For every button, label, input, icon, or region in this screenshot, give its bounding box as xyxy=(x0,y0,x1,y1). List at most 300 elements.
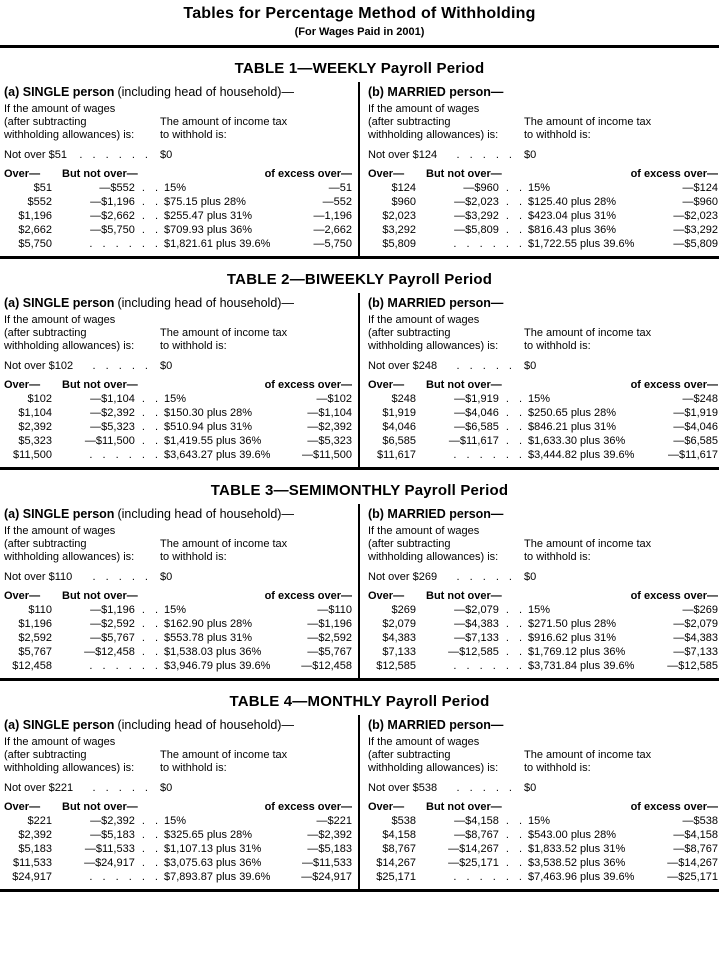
over-value: $7,133 xyxy=(382,646,416,658)
but-not-over-value: —$1,104 xyxy=(90,393,135,405)
over-value: $5,183 xyxy=(18,843,52,855)
excess-over-header: of excess over— xyxy=(630,801,718,813)
over-value: $248 xyxy=(391,393,416,405)
table-row xyxy=(4,406,352,420)
over-value: $2,392 xyxy=(18,421,52,433)
excess-over-value: —$960 xyxy=(682,196,718,208)
tax-formula: 15% xyxy=(164,815,187,827)
dot-leader: . . xyxy=(505,393,522,405)
columns-header xyxy=(368,585,718,603)
over-value: $14,267 xyxy=(376,857,416,869)
dot-leader: . . xyxy=(505,632,522,644)
tax-formula: $3,946.79 plus 39.6% xyxy=(164,660,271,672)
not-over-text xyxy=(4,570,72,584)
table-row xyxy=(4,237,352,251)
range-cell xyxy=(52,617,158,631)
tax-line-1: The amount of income tax xyxy=(160,116,288,128)
over-header: Over— xyxy=(368,168,405,180)
zero-amount: $0 xyxy=(524,360,537,372)
over-value: $11,617 xyxy=(377,449,416,461)
married-person-section xyxy=(360,293,719,467)
dot-leader: . . xyxy=(141,182,158,194)
table-row xyxy=(368,237,718,251)
payroll-table-body xyxy=(0,504,719,681)
columns-header xyxy=(368,796,718,814)
tax-line-1: The amount of income tax xyxy=(160,327,288,339)
tax-formula: 15% xyxy=(164,604,187,616)
table-row xyxy=(368,434,718,448)
table-row xyxy=(4,448,352,462)
column-descriptions xyxy=(368,310,718,353)
zero-amount: $0 xyxy=(160,571,173,583)
columns-header xyxy=(368,374,718,392)
tax-line-2: to withhold is: xyxy=(160,551,227,563)
excess-over-value: —$5,809 xyxy=(673,238,718,250)
over-value: $11,500 xyxy=(13,449,52,461)
dot-leader: . . xyxy=(505,435,522,447)
dot-leader: . . xyxy=(505,857,522,869)
tax-description xyxy=(524,736,651,775)
married-person-heading xyxy=(368,83,718,99)
over-value: $2,392 xyxy=(18,829,52,841)
not-over-text xyxy=(368,148,437,162)
table-row xyxy=(368,448,718,462)
but-not-over-value: —$5,183 xyxy=(90,829,135,841)
excess-over-header: of excess over— xyxy=(264,590,352,602)
excess-over-value: —$24,917 xyxy=(301,871,352,883)
wages-line-1: If the amount of wages xyxy=(4,525,116,537)
tax-formula: $162.90 plus 28% xyxy=(164,618,253,630)
but-not-over-value: —$3,292 xyxy=(454,210,499,222)
wages-description xyxy=(368,314,524,353)
range-cell xyxy=(52,392,158,406)
but-not-over-value: —$1,196 xyxy=(90,604,135,616)
wages-line-1: If the amount of wages xyxy=(4,103,116,115)
tax-formula: 15% xyxy=(528,815,551,827)
but-not-over-value: —$552 xyxy=(99,182,135,194)
dot-leader: . . xyxy=(141,435,158,447)
payroll-table-body xyxy=(0,82,719,259)
tax-formula: $1,722.55 plus 39.6% xyxy=(528,238,635,250)
excess-over-value: —$1,196 xyxy=(307,618,352,630)
not-over-row xyxy=(4,564,352,585)
over-value: $51 xyxy=(33,182,52,194)
not-over-row xyxy=(4,142,352,163)
single-person-section xyxy=(0,82,360,256)
wages-line-2: (after subtracting xyxy=(4,538,87,550)
excess-over-value: —$12,585 xyxy=(667,660,718,672)
dot-leader: . . xyxy=(505,407,522,419)
table-row xyxy=(4,392,352,406)
single-person-heading xyxy=(4,294,352,310)
payroll-table-body xyxy=(0,715,719,892)
wages-line-3: withholding allowances) is: xyxy=(4,762,135,774)
excess-over-value: —$11,533 xyxy=(302,857,352,869)
range-cell xyxy=(52,842,158,856)
excess-over-value: —$12,458 xyxy=(301,660,352,672)
dot-leader: . . xyxy=(505,604,522,616)
tax-formula: $1,538.03 plus 36% xyxy=(164,646,262,658)
over-value: $2,592 xyxy=(18,632,52,644)
zero-amount: $0 xyxy=(524,149,537,161)
over-value: $11,533 xyxy=(13,857,52,869)
wages-line-1: If the amount of wages xyxy=(4,736,116,748)
payroll-table xyxy=(0,259,719,470)
wages-description xyxy=(368,736,524,775)
payroll-table xyxy=(0,48,719,259)
range-cell xyxy=(52,856,158,870)
but-not-over-value: —$2,023 xyxy=(454,196,499,208)
tax-description xyxy=(160,103,287,142)
table-row xyxy=(368,406,718,420)
tax-formula: $1,833.52 plus 31% xyxy=(528,843,626,855)
column-descriptions xyxy=(368,521,718,564)
dot-leader: . . xyxy=(141,407,158,419)
wages-line-3: withholding allowances) is: xyxy=(4,340,135,352)
but-not-over-value: —$4,046 xyxy=(454,407,499,419)
excess-over-value: —$6,585 xyxy=(673,435,718,447)
but-not-over-header: But not over— xyxy=(426,590,502,602)
over-value: $269 xyxy=(391,604,416,616)
married-person-section xyxy=(360,504,719,678)
tax-formula: $3,075.63 plus 36% xyxy=(164,857,262,869)
table-row xyxy=(4,645,352,659)
table-row xyxy=(4,814,352,828)
excess-over-value: —552 xyxy=(322,196,352,208)
excess-over-value: —$248 xyxy=(682,393,718,405)
dot-leader: . . . . . xyxy=(92,360,148,372)
dot-leader: . . xyxy=(141,632,158,644)
dot-leader: . . . . . . xyxy=(453,871,522,883)
range-cell xyxy=(416,223,522,237)
single-person-label: (a) SINGLE person xyxy=(4,507,115,521)
tax-formula: $423.04 plus 31% xyxy=(528,210,617,222)
married-person-label: (b) MARRIED person— xyxy=(368,296,504,310)
columns-header xyxy=(4,374,352,392)
over-value: $4,158 xyxy=(382,829,416,841)
range-cell xyxy=(416,209,522,223)
range-cell xyxy=(52,645,158,659)
dot-leader: . . xyxy=(141,210,158,222)
single-person-label: (a) SINGLE person xyxy=(4,718,115,732)
tax-formula: $816.43 plus 36% xyxy=(528,224,617,236)
dot-leader: . . xyxy=(141,224,158,236)
over-value: $12,458 xyxy=(12,660,52,672)
column-descriptions xyxy=(4,521,352,564)
married-person-heading xyxy=(368,294,718,310)
wages-line-2: (after subtracting xyxy=(4,749,87,761)
table-row xyxy=(4,223,352,237)
over-header: Over— xyxy=(4,801,41,813)
over-value: $4,046 xyxy=(382,421,416,433)
tax-formula: $125.40 plus 28% xyxy=(528,196,617,208)
dot-leader: . . . . . . xyxy=(89,238,158,250)
tax-line-1: The amount of income tax xyxy=(524,116,652,128)
single-person-suffix: (including head of household)— xyxy=(117,718,294,732)
excess-over-value: —$5,323 xyxy=(307,435,352,447)
wages-line-3: withholding allowances) is: xyxy=(4,551,135,563)
table-row xyxy=(368,842,718,856)
over-header: Over— xyxy=(368,590,405,602)
payroll-table-body xyxy=(0,293,719,470)
range-cell xyxy=(416,870,522,884)
but-not-over-value: —$960 xyxy=(463,182,499,194)
but-not-over-value: —$2,392 xyxy=(90,815,135,827)
wages-line-2: (after subtracting xyxy=(368,538,451,550)
over-value: $4,383 xyxy=(382,632,416,644)
column-descriptions xyxy=(368,732,718,775)
dot-leader: . . xyxy=(141,829,158,841)
over-value: $110 xyxy=(28,604,52,616)
but-not-over-header: But not over— xyxy=(62,590,138,602)
range-cell xyxy=(416,392,522,406)
but-not-over-value: —$5,809 xyxy=(454,224,499,236)
single-person-suffix: (including head of household)— xyxy=(117,85,294,99)
single-person-section xyxy=(0,715,360,889)
not-over-amount: $269 xyxy=(412,571,438,583)
range-cell xyxy=(52,223,158,237)
over-value: $8,767 xyxy=(382,843,416,855)
excess-over-value: —1,196 xyxy=(313,210,352,222)
over-value: $25,171 xyxy=(376,871,416,883)
tax-formula: $75.15 plus 28% xyxy=(164,196,246,208)
married-person-label: (b) MARRIED person— xyxy=(368,85,504,99)
married-person-label: (b) MARRIED person— xyxy=(368,718,504,732)
tax-line-1: The amount of income tax xyxy=(160,749,288,761)
wages-line-2: (after subtracting xyxy=(4,116,87,128)
tax-formula: $271.50 plus 28% xyxy=(528,618,617,630)
tax-formula: $3,444.82 plus 39.6% xyxy=(528,449,635,461)
but-not-over-value: —$12,585 xyxy=(448,646,499,658)
excess-over-value: —$1,919 xyxy=(673,407,718,419)
excess-over-value: —$110 xyxy=(317,604,352,616)
excess-over-value: —$11,500 xyxy=(302,449,352,461)
over-value: $6,585 xyxy=(382,435,416,447)
tax-description xyxy=(524,314,651,353)
range-cell xyxy=(416,420,522,434)
wages-line-2: (after subtracting xyxy=(368,116,451,128)
range-cell xyxy=(52,195,158,209)
dot-leader: . . xyxy=(141,421,158,433)
not-over-amount: $110 xyxy=(48,571,73,583)
tax-formula: $1,769.12 plus 36% xyxy=(528,646,626,658)
but-not-over-value: —$4,158 xyxy=(454,815,499,827)
single-person-heading xyxy=(4,716,352,732)
tax-formula: $3,643.27 plus 39.6% xyxy=(164,449,271,461)
tax-formula: $3,731.84 plus 39.6% xyxy=(528,660,635,672)
over-value: $960 xyxy=(391,196,416,208)
over-value: $1,196 xyxy=(18,618,52,630)
married-person-label: (b) MARRIED person— xyxy=(368,507,504,521)
tax-description xyxy=(160,736,287,775)
table-row xyxy=(4,870,352,884)
over-value: $12,585 xyxy=(376,660,416,672)
over-header: Over— xyxy=(4,379,41,391)
tax-line-1: The amount of income tax xyxy=(524,538,652,550)
not-over-label: Not over xyxy=(4,782,46,794)
but-not-over-value: —$5,750 xyxy=(90,224,135,236)
excess-over-value: —$1,104 xyxy=(307,407,352,419)
tax-formula: $325.65 plus 28% xyxy=(164,829,253,841)
dot-leader: . . . . . xyxy=(456,149,512,161)
not-over-amount: $538 xyxy=(412,782,438,794)
not-over-row xyxy=(4,353,352,374)
but-not-over-header: But not over— xyxy=(62,801,138,813)
tax-line-2: to withhold is: xyxy=(524,551,591,563)
range-cell xyxy=(52,814,158,828)
but-not-over-header: But not over— xyxy=(426,379,502,391)
tax-line-2: to withhold is: xyxy=(160,762,227,774)
but-not-over-value: —$11,500 xyxy=(84,435,135,447)
over-value: $552 xyxy=(27,196,52,208)
wages-line-1: If the amount of wages xyxy=(368,525,480,537)
tax-formula: $250.65 plus 28% xyxy=(528,407,617,419)
but-not-over-value: —$2,079 xyxy=(454,604,499,616)
dot-leader: . . . . . . xyxy=(79,149,148,161)
but-not-over-header: But not over— xyxy=(62,379,138,391)
married-person-heading xyxy=(368,505,718,521)
over-value: $5,750 xyxy=(18,238,52,250)
over-value: $3,292 xyxy=(382,224,416,236)
over-value: $538 xyxy=(391,815,416,827)
range-cell xyxy=(416,406,522,420)
not-over-amount: $221 xyxy=(48,782,74,794)
not-over-text xyxy=(4,359,73,373)
table-row xyxy=(368,181,718,195)
table-row xyxy=(368,856,718,870)
column-descriptions xyxy=(4,99,352,142)
excess-over-value: —$102 xyxy=(316,393,352,405)
range-cell xyxy=(52,631,158,645)
wages-line-1: If the amount of wages xyxy=(368,103,480,115)
excess-over-value: —5,750 xyxy=(313,238,352,250)
excess-over-value: —$14,267 xyxy=(667,857,718,869)
excess-over-value: —$2,392 xyxy=(307,829,352,841)
excess-over-value: —$7,133 xyxy=(673,646,718,658)
not-over-left xyxy=(4,570,160,584)
tax-line-2: to withhold is: xyxy=(524,762,591,774)
over-value: $1,919 xyxy=(382,407,416,419)
table-row xyxy=(368,195,718,209)
wages-line-3: withholding allowances) is: xyxy=(368,129,499,141)
wages-line-3: withholding allowances) is: xyxy=(4,129,135,141)
tax-formula: 15% xyxy=(528,182,551,194)
not-over-row xyxy=(368,775,718,796)
but-not-over-value: —$1,919 xyxy=(454,393,499,405)
not-over-label: Not over xyxy=(4,571,46,583)
tax-line-2: to withhold is: xyxy=(160,340,227,352)
dot-leader: . . . . . . xyxy=(453,238,522,250)
married-person-heading xyxy=(368,716,718,732)
but-not-over-value: —$25,171 xyxy=(448,857,499,869)
payroll-table xyxy=(0,681,719,892)
table-row xyxy=(368,209,718,223)
page-title: Tables for Percentage Method of Withholding xyxy=(183,5,536,22)
over-value: $5,767 xyxy=(18,646,52,658)
single-person-suffix: (including head of household)— xyxy=(117,296,294,310)
tax-formula: 15% xyxy=(528,604,551,616)
table-row xyxy=(368,870,718,884)
range-cell xyxy=(416,828,522,842)
dot-leader: . . xyxy=(141,618,158,630)
excess-over-value: —$2,023 xyxy=(673,210,718,222)
range-cell xyxy=(52,603,158,617)
married-person-section xyxy=(360,82,719,256)
dot-leader: . . . . . . xyxy=(89,871,158,883)
over-value: $2,079 xyxy=(382,618,416,630)
not-over-left xyxy=(4,781,160,795)
zero-amount: $0 xyxy=(160,149,173,161)
dot-leader: . . xyxy=(505,618,522,630)
table-row xyxy=(4,420,352,434)
not-over-row xyxy=(368,564,718,585)
not-over-text xyxy=(368,359,437,373)
dot-leader: . . . . . xyxy=(456,360,512,372)
range-cell xyxy=(416,842,522,856)
tax-description xyxy=(524,103,651,142)
not-over-amount: $124 xyxy=(412,149,438,161)
zero-amount: $0 xyxy=(524,782,537,794)
payroll-table-title: TABLE 1—WEEKLY Payroll Period xyxy=(234,60,485,77)
wages-line-3: withholding allowances) is: xyxy=(368,762,499,774)
range-cell xyxy=(416,434,522,448)
dot-leader: . . . . . . xyxy=(453,449,522,461)
dot-leader: . . xyxy=(505,224,522,236)
excess-over-value: —$4,383 xyxy=(673,632,718,644)
table-row xyxy=(4,856,352,870)
table-row xyxy=(4,617,352,631)
tax-formula: 15% xyxy=(528,393,551,405)
wages-description xyxy=(368,525,524,564)
dot-leader: . . xyxy=(141,857,158,869)
excess-over-value: —51 xyxy=(328,182,352,194)
but-not-over-header: But not over— xyxy=(62,168,138,180)
table-row xyxy=(4,603,352,617)
wages-description xyxy=(4,525,160,564)
tax-formula: $1,633.30 plus 36% xyxy=(528,435,626,447)
single-person-section xyxy=(0,504,360,678)
excess-over-value: —$221 xyxy=(316,815,352,827)
tax-formula: $916.62 plus 31% xyxy=(528,632,617,644)
not-over-left xyxy=(368,570,524,584)
tax-formula: $255.47 plus 31% xyxy=(164,210,253,222)
but-not-over-value: —$5,323 xyxy=(90,421,135,433)
single-person-heading xyxy=(4,505,352,521)
tax-line-1: The amount of income tax xyxy=(524,327,652,339)
wages-line-1: If the amount of wages xyxy=(4,314,116,326)
excess-over-value: —$2,592 xyxy=(307,632,352,644)
table-row xyxy=(4,631,352,645)
tax-formula: $1,419.55 plus 36% xyxy=(164,435,262,447)
table-row xyxy=(368,659,718,673)
not-over-label: Not over xyxy=(4,360,46,372)
tax-line-2: to withhold is: xyxy=(524,340,591,352)
but-not-over-value: —$2,592 xyxy=(90,618,135,630)
dot-leader: . . xyxy=(505,843,522,855)
but-not-over-value: —$11,617 xyxy=(448,435,499,447)
range-cell xyxy=(416,195,522,209)
wages-description xyxy=(368,103,524,142)
columns-header xyxy=(368,163,718,181)
range-cell xyxy=(52,659,158,673)
over-header: Over— xyxy=(4,168,41,180)
over-header: Over— xyxy=(4,590,41,602)
not-over-text xyxy=(4,781,73,795)
excess-over-header: of excess over— xyxy=(264,168,352,180)
not-over-amount: $248 xyxy=(412,360,438,372)
dot-leader: . . xyxy=(505,829,522,841)
over-value: $24,917 xyxy=(12,871,52,883)
